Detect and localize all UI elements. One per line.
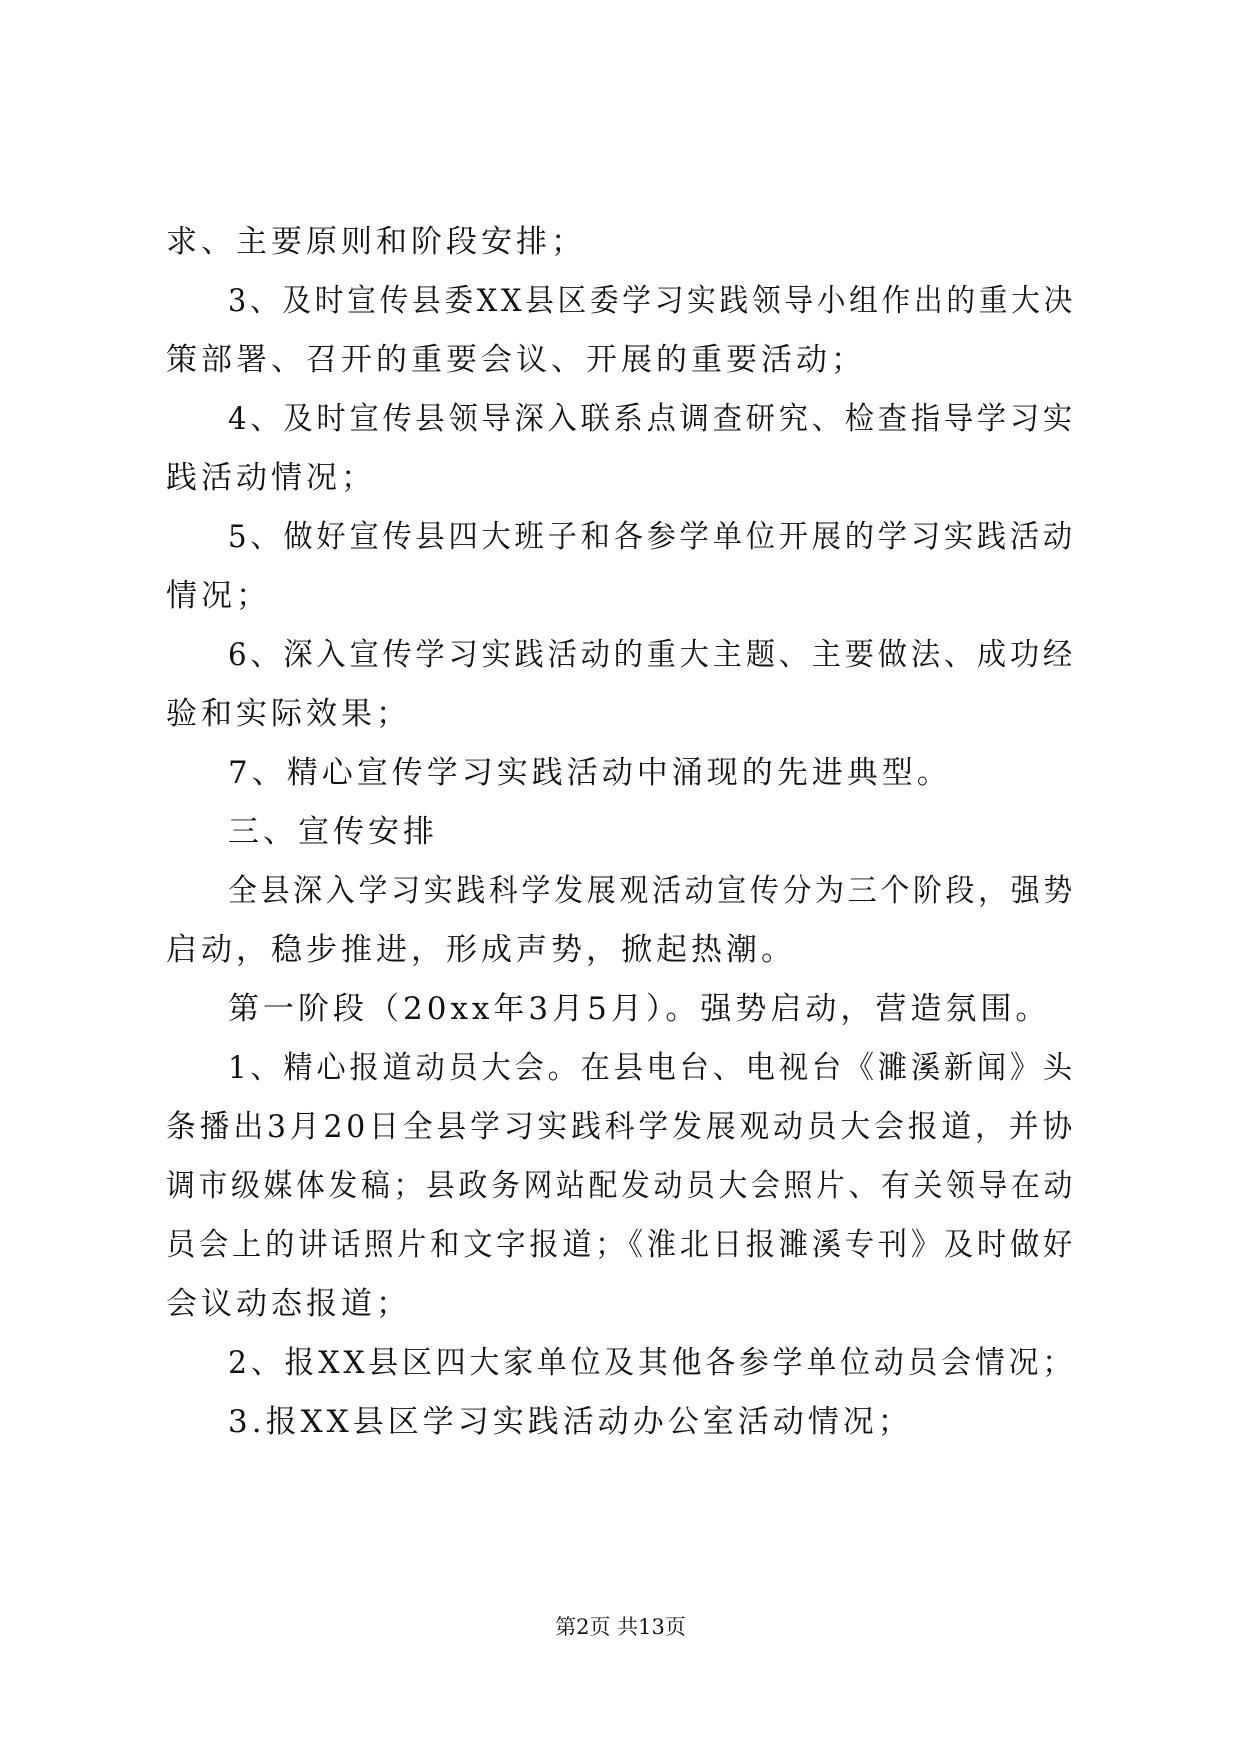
- text-line: 1、精心报道动员大会。在县电台、电视台《濉溪新闻》头: [228, 1050, 1076, 1086]
- text-line: 3、及时宣传县委XX县区委学习实践领导小组作出的重大决: [228, 283, 1076, 319]
- text-line: 验和实际效果；: [166, 696, 411, 732]
- text-line: 全县深入学习实践科学发展观活动宣传分为三个阶段，强势: [228, 873, 1077, 909]
- text-line: 6、深入宣传学习实践活动的重大主题、主要做法、成功经: [228, 637, 1076, 673]
- text-line: 4、及时宣传县领导深入联系点调查研究、检查指导学习实: [228, 401, 1076, 437]
- text-line: 求、主要原则和阶段安排；: [166, 224, 586, 260]
- text-line: 会议动态报道；: [166, 1286, 411, 1322]
- text-line: 条播出3月20日全县学习实践科学发展观动员大会报道，并协: [166, 1109, 1077, 1145]
- text-line: 5、做好宣传县四大班子和各参学单位开展的学习实践活动: [228, 519, 1076, 555]
- text-line: 策部署、召开的重要会议、开展的重要活动；: [166, 342, 866, 378]
- text-line: 员会上的讲话照片和文字报道；《淮北日报濉溪专刊》及时做好: [166, 1227, 1077, 1263]
- text-line: 启动，稳步推进，形成声势，掀起热潮。: [166, 932, 796, 968]
- text-line: 情况；: [166, 578, 271, 614]
- text-line: 践活动情况；: [166, 460, 376, 496]
- section-heading: 三、宣传安排: [228, 814, 438, 850]
- page-number-footer: 第2页 共13页: [555, 1615, 686, 1639]
- text-line: 2、报XX县区四大家单位及其他各参学单位动员会情况；: [228, 1345, 1077, 1381]
- text-line: 调市级媒体发稿；县政务网站配发动员大会照片、有关领导在动: [166, 1168, 1077, 1204]
- text-line: 7、精心宣传学习实践活动中涌现的先进典型。: [228, 755, 952, 791]
- text-line: 3.报XX县区学习实践活动办公室活动情况；: [228, 1404, 913, 1440]
- text-line: 第一阶段（20xx年3月5月）。强势启动，营造氛围。: [228, 991, 1051, 1027]
